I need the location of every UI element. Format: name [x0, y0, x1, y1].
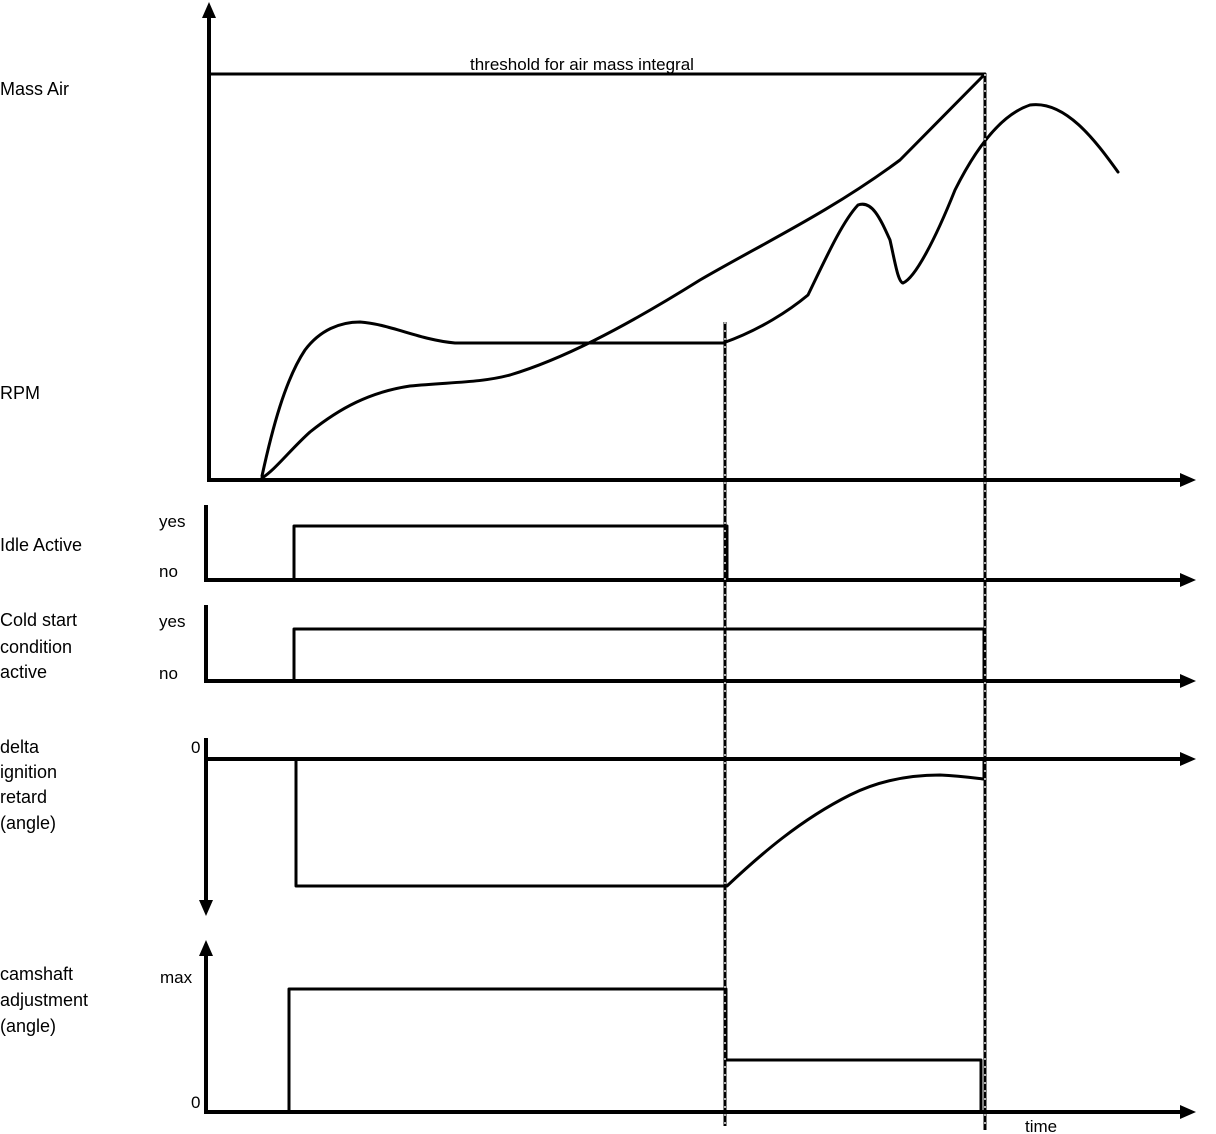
camshaft-zero-tick: 0 — [191, 1093, 201, 1112]
top-y-arrow-head — [202, 2, 216, 18]
ignition-label-4: (angle) — [0, 813, 57, 833]
camshaft-x-arrow-head — [1180, 1105, 1196, 1119]
ignition-y-arrow-head — [199, 900, 213, 916]
idle-no-tick: no — [159, 562, 178, 581]
cold-start-label-2: condition — [0, 637, 73, 657]
time-label: time — [1025, 1117, 1058, 1134]
idle-active-trace — [294, 526, 727, 578]
idle-yes-tick: yes — [159, 512, 186, 531]
ignition-label-2: ignition — [0, 762, 58, 782]
camshaft-label-3: (angle) — [0, 1016, 57, 1036]
ignition-retard-trace — [296, 761, 984, 886]
threshold-label: threshold for air mass integral — [470, 55, 694, 74]
top-x-arrow-head — [1180, 473, 1196, 487]
mass-air-label: Mass Air — [0, 79, 70, 99]
cold-no-tick: no — [159, 664, 178, 683]
cold-start-panel — [204, 605, 1196, 688]
camshaft-panel — [199, 940, 1196, 1134]
event-markers — [725, 74, 985, 1130]
ignition-zero-tick: 0 — [191, 738, 201, 757]
camshaft-label-2: adjustment — [0, 990, 89, 1010]
rpm-label: RPM — [0, 383, 40, 403]
camshaft-trace — [289, 989, 981, 1110]
ignition-panel — [199, 738, 1196, 916]
ignition-label-3: retard — [0, 787, 48, 807]
rpm-trace — [262, 105, 1118, 476]
ignition-x-arrow-head — [1180, 752, 1196, 766]
idle-panel — [204, 505, 1196, 587]
camshaft-max-tick: max — [160, 968, 193, 987]
idle-x-arrow-head — [1180, 573, 1196, 587]
cold-start-trace — [294, 629, 984, 679]
mass-air-integral-trace — [262, 74, 985, 478]
cold-start-label-3: active — [0, 662, 48, 682]
ignition-label-1: delta — [0, 737, 40, 757]
cold-yes-tick: yes — [159, 612, 186, 631]
cold-x-arrow-head — [1180, 674, 1196, 688]
top-panel — [202, 2, 1196, 487]
camshaft-y-arrow-head — [199, 940, 213, 956]
camshaft-label-1: camshaft — [0, 964, 74, 984]
cold-start-label-1: Cold start — [0, 610, 78, 630]
idle-active-label: Idle Active — [0, 535, 83, 555]
